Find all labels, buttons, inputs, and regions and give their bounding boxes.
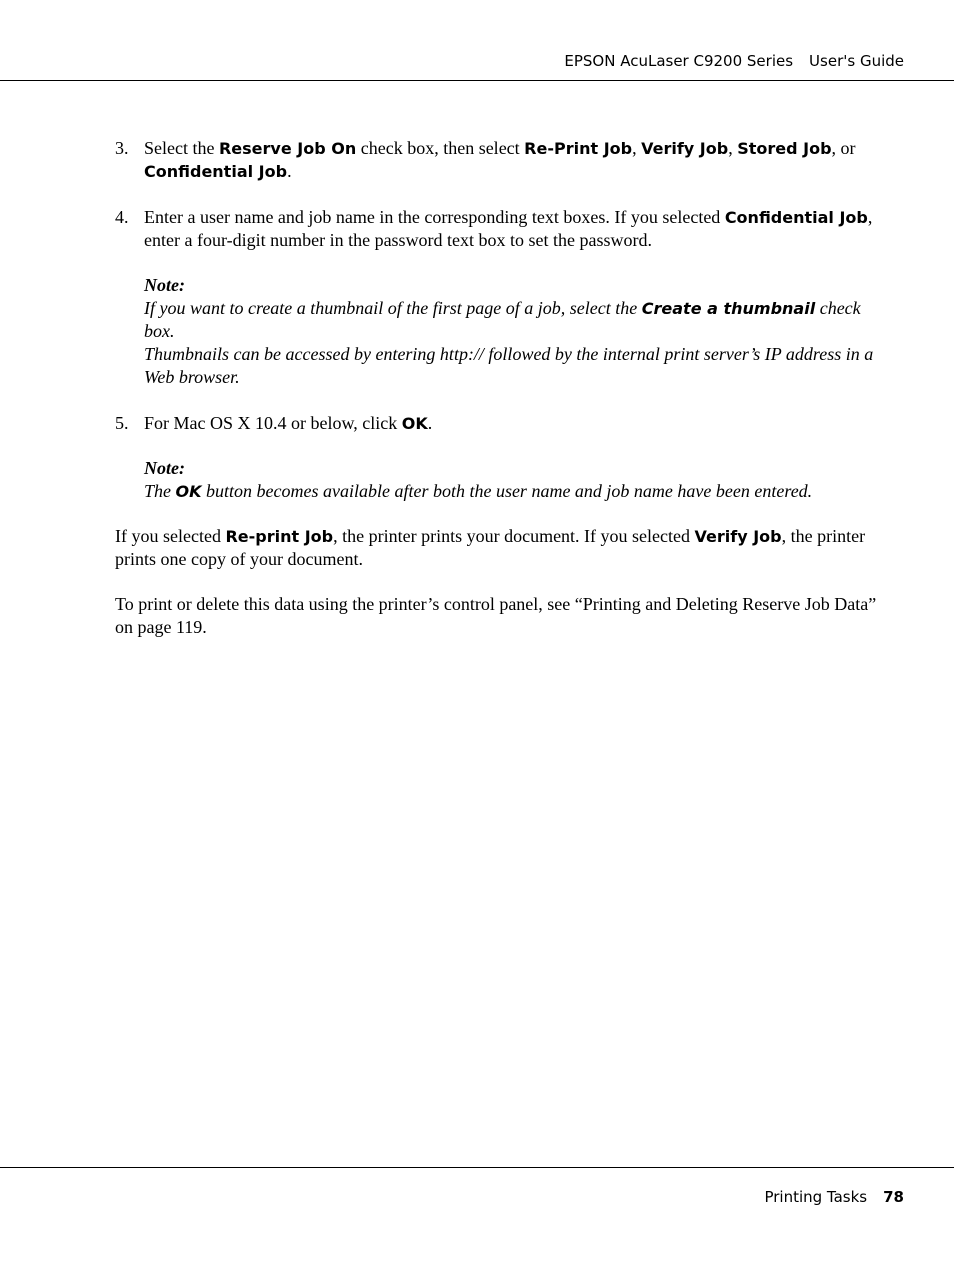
note-line bbox=[144, 480, 880, 503]
note-title: Note: bbox=[144, 275, 185, 295]
note-line: Thumbnails can be accessed by entering http:// followed by the internal print server’s IP address in a Web browser. bbox=[144, 344, 874, 387]
ui-term-stored-job: Stored Job bbox=[737, 139, 832, 158]
paragraph-text: , the printer prints your document. If you selected bbox=[333, 526, 695, 546]
step-number: 3. bbox=[115, 138, 129, 158]
step-text: check box, then select bbox=[356, 138, 525, 158]
ui-term-ok: OK bbox=[175, 482, 202, 501]
ui-term-reserve-job-on: Reserve Job On bbox=[218, 139, 357, 158]
step-text: . bbox=[287, 161, 292, 181]
footer-rule bbox=[0, 1167, 954, 1168]
note-title: Note: bbox=[144, 458, 185, 478]
paragraph-text: To print or delete this data using the printer’s control panel, see “Printing and Deleting Reserve Job Data” on page 119. bbox=[115, 594, 877, 637]
step-text: , or bbox=[831, 138, 856, 158]
page-number: 78 bbox=[883, 1188, 904, 1206]
footer-section: Printing Tasks bbox=[764, 1188, 868, 1206]
paragraph-result bbox=[115, 525, 880, 571]
step-number: 4. bbox=[115, 207, 129, 227]
ui-term-re-print-job: Re-Print Job bbox=[524, 139, 633, 158]
ui-term-confidential-job: Confidential Job bbox=[144, 162, 288, 181]
note-text: check box. bbox=[144, 298, 861, 341]
ui-term-re-print-job: Re-print Job bbox=[225, 527, 334, 546]
note-text: If you want to create a thumbnail of the first page of a job, select the bbox=[144, 298, 642, 318]
note-thumbnail bbox=[144, 274, 880, 389]
ui-term-ok: OK bbox=[401, 414, 428, 433]
ui-term-verify-job: Verify Job bbox=[694, 527, 782, 546]
note-text: The bbox=[144, 481, 176, 501]
step-text: , bbox=[632, 138, 642, 158]
step-text: Enter a user name and job name in the corresponding text boxes. If you selected bbox=[144, 207, 725, 227]
step-text: , enter a four-digit number in the password text box to set the password. bbox=[144, 207, 873, 250]
header-rule bbox=[0, 80, 954, 81]
step-3 bbox=[115, 137, 880, 183]
page-footer bbox=[764, 1188, 904, 1206]
page-content bbox=[115, 137, 880, 639]
step-number: 5. bbox=[115, 413, 129, 433]
header-guide: User's Guide bbox=[809, 52, 904, 70]
paragraph-text: If you selected bbox=[115, 526, 226, 546]
step-text: Select the bbox=[144, 138, 219, 158]
note-text: button becomes available after both the user name and job name have been entered. bbox=[201, 481, 813, 501]
note-line bbox=[144, 297, 880, 343]
ui-term-create-a-thumbnail: Create a thumbnail bbox=[641, 299, 816, 318]
paragraph-reference bbox=[115, 593, 880, 639]
step-text: . bbox=[427, 413, 433, 433]
paragraph-text: , the printer prints one copy of your document. bbox=[115, 526, 866, 569]
step-4 bbox=[115, 206, 880, 252]
header-product: EPSON AcuLaser C9200 Series bbox=[564, 52, 794, 70]
step-text: For Mac OS X 10.4 or below, click bbox=[144, 413, 402, 433]
ui-term-verify-job: Verify Job bbox=[641, 139, 729, 158]
ui-term-confidential-job: Confidential Job bbox=[724, 208, 868, 227]
page-header bbox=[564, 52, 904, 70]
step-text: , bbox=[728, 138, 738, 158]
note-ok-button bbox=[144, 457, 880, 503]
step-5 bbox=[115, 412, 880, 435]
